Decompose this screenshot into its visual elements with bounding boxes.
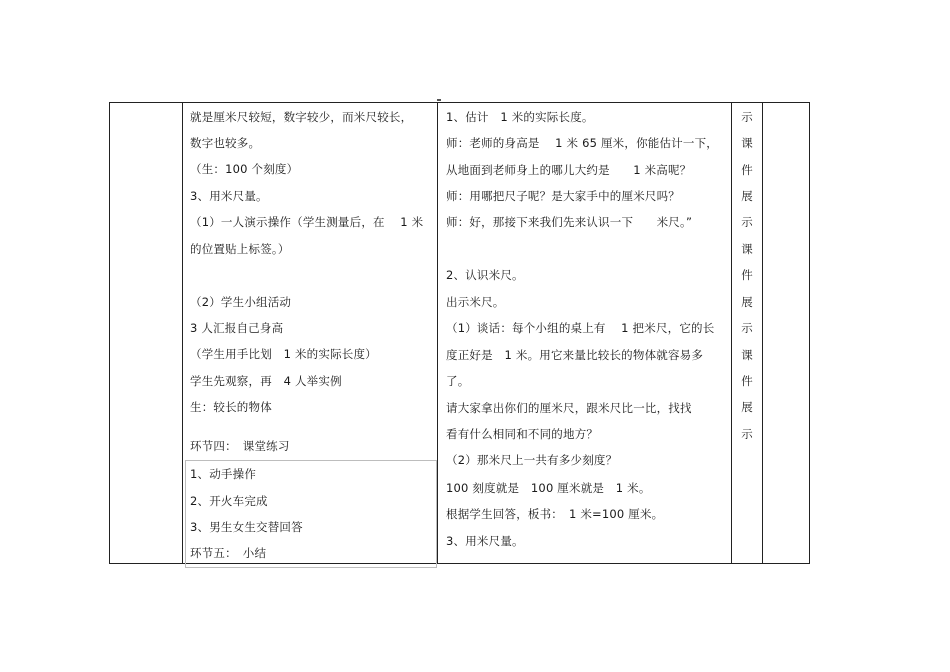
media-char: 件 bbox=[741, 163, 753, 177]
student-text-line: （学生用手比划 1 米的实际长度） bbox=[190, 347, 377, 361]
lesson-plan-table bbox=[109, 102, 810, 564]
media-char: 示 bbox=[741, 215, 753, 229]
media-char: 课 bbox=[741, 136, 753, 150]
teacher-text-line: 师：用哪把尺子呢？是大家手中的厘米尺吗？ bbox=[446, 189, 680, 203]
page-mark bbox=[437, 99, 441, 101]
teacher-text-line: 3、用米尺量。 bbox=[446, 534, 524, 548]
student-text-line: 生：较长的物体 bbox=[190, 400, 272, 414]
media-char: 课 bbox=[741, 348, 753, 362]
teacher-text-line: 师：好，那接下来我们先来认识一下 米尺。” bbox=[446, 215, 693, 229]
student-text-line: 数字也较多。 bbox=[190, 136, 261, 150]
student-text-line: 3、男生女生交替回答 bbox=[190, 520, 303, 534]
student-text-line: 学生先观察，再 4 人举实例 bbox=[190, 374, 342, 388]
teacher-text-line: 请大家拿出你们的厘米尺，跟米尺比一比，找找 bbox=[446, 401, 692, 415]
student-text-line: （生：100 个刻度） bbox=[190, 162, 299, 176]
media-char: 示 bbox=[741, 427, 753, 441]
media-char: 件 bbox=[741, 268, 753, 282]
teacher-text-line: （2）那米尺上一共有多少刻度？ bbox=[446, 453, 618, 467]
column-divider-2 bbox=[437, 103, 438, 563]
teacher-text-line: 了。 bbox=[446, 374, 470, 388]
media-char: 展 bbox=[741, 189, 753, 203]
teacher-text-line: 看有什么相同和不同的地方？ bbox=[446, 427, 599, 441]
column-divider-4 bbox=[762, 103, 763, 563]
teacher-text-line: 从地面到老师身上的哪儿大约是 1 米高呢？ bbox=[446, 163, 692, 177]
section-heading: 环节四： 课堂练习 bbox=[190, 439, 290, 453]
column-divider-1 bbox=[182, 103, 183, 563]
media-char: 示 bbox=[741, 321, 753, 335]
media-char: 示 bbox=[741, 110, 753, 124]
student-text-line: 1、动手操作 bbox=[190, 467, 257, 481]
student-text-line: 3、用米尺量。 bbox=[190, 189, 268, 203]
media-char: 展 bbox=[741, 400, 753, 414]
teacher-text-line: 1、估计 1 米的实际长度。 bbox=[446, 110, 594, 124]
student-text-line: （2）学生小组活动 bbox=[190, 295, 292, 309]
student-text-line: 就是厘米尺较短，数字较少，而米尺较长， bbox=[190, 110, 413, 124]
student-text-line: 的位置贴上标签。） bbox=[190, 242, 290, 256]
media-char: 件 bbox=[741, 374, 753, 388]
teacher-text-line: （1）谈话：每个小组的桌上有 1 把米尺，它的长 bbox=[446, 321, 715, 335]
student-text-line: 3 人汇报自己身高 bbox=[190, 321, 284, 335]
teacher-text-line: 师：老师的身高是 1 米 65 厘米，你能估计一下， bbox=[446, 136, 718, 150]
section-heading: 环节五： 小结 bbox=[190, 546, 267, 560]
teacher-text-line: 根据学生回答，板书： 1 米=100 厘米。 bbox=[446, 507, 664, 521]
teacher-text-line: 出示米尺。 bbox=[446, 295, 505, 309]
student-text-line: 2、开火车完成 bbox=[190, 494, 268, 508]
teacher-text-line: 度正好是 1 米。用它来量比较长的物体就容易多 bbox=[446, 348, 704, 362]
media-char: 课 bbox=[741, 242, 753, 256]
teacher-text-line: 100 刻度就是 100 厘米就是 1 米。 bbox=[446, 481, 651, 495]
media-char: 展 bbox=[741, 295, 753, 309]
teacher-text-line: 2、认识米尺。 bbox=[446, 268, 524, 282]
student-text-line: （1）一人演示操作（学生测量后，在 1 米 bbox=[190, 215, 424, 229]
